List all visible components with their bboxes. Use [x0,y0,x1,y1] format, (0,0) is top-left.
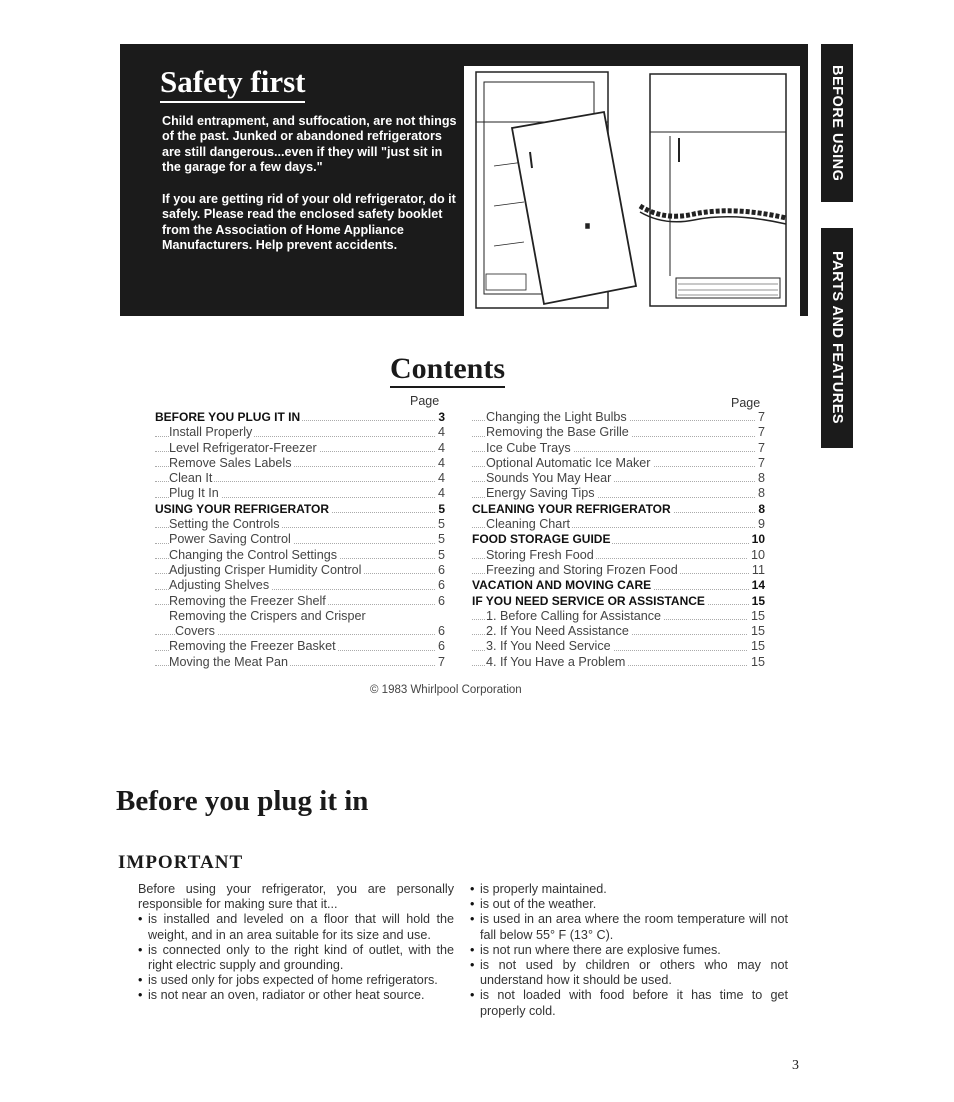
toc-entry-label: Remove Sales Labels [169,455,292,470]
toc-entry[interactable] [155,410,445,425]
toc-entry-label: Optional Automatic Ice Maker [486,455,651,470]
toc-entry-page: 6 [435,563,445,578]
toc-entry[interactable] [155,578,445,593]
toc-entry[interactable] [472,517,765,532]
toc-entry-page: 4 [435,441,445,456]
toc-entry[interactable] [472,609,765,624]
copyright-notice: © 1983 Whirlpool Corporation [370,684,522,696]
toc-entry[interactable] [472,486,765,501]
toc-entry-label: Plug It In [169,486,219,501]
toc-entry-label: Changing the Control Settings [169,547,338,562]
toc-right-column [472,410,765,670]
toc-entry-page: 7 [755,441,765,456]
toc-entry[interactable] [155,639,445,654]
toc-entry-page: 15 [748,624,765,639]
right-bullet-list [470,882,788,1019]
page-column-header-left: Page [410,394,440,408]
toc-entry-page: 4 [435,486,445,501]
intro-text: Before using your refrigerator, you are personally responsible for making sure that it... [138,882,454,912]
toc-entry-label: CLEANING YOUR REFRIGERATOR [472,501,671,516]
toc-entry-page: 7 [755,425,765,440]
toc-entry-label: Moving the Meat Pan [169,654,289,669]
page-column-header-right: Page [731,396,761,410]
toc-entry-page: 15 [748,639,765,654]
toc-entry-label: Ice Cube Trays [486,440,571,455]
toc-entry[interactable] [155,609,445,624]
toc-entry-page: 10 [748,548,765,563]
toc-entry-label: Adjusting Crisper Humidity Control [169,562,362,577]
bullet-item: • is used only for jobs expected of home refrigerators. [138,973,454,988]
page-number: 3 [792,1058,799,1073]
toc-entry-page: 8 [755,486,765,501]
toc-entry-page: 5 [435,548,445,563]
tab-parts-and-features-label: PARTS AND FEATURES [829,251,845,425]
toc-entry[interactable] [472,410,765,425]
toc-entry[interactable] [472,425,765,440]
toc-entry-label: Adjusting Shelves [169,578,270,593]
toc-entry-page: 9 [755,517,765,532]
toc-entry[interactable] [472,563,765,578]
contents-title: Contents [390,352,505,388]
toc-entry-page: 3 [435,410,445,425]
toc-entry-page: 7 [755,456,765,471]
body-left-column [138,882,454,1004]
toc-entry-label: 3. If You Need Service [486,639,611,654]
toc-entry-page: 10 [749,532,765,547]
banner-paragraph-1: Child entrapment, and suffocation, are not things of the past. Junked or abandoned refrigerators are still dangerous...even if they will "just sit in the garage for a few days." [162,114,457,175]
tab-before-using[interactable] [821,44,853,202]
toc-entry[interactable] [472,594,765,609]
banner-paragraph-2: If you are getting rid of your old refrigerator, do it safely. Please read the enclosed safety booklet from the Association of Home Appliance Manufacturers. Help prevent accidents. [162,192,456,253]
toc-entry-page: 8 [755,471,765,486]
toc-entry[interactable] [472,655,765,670]
toc-entry[interactable] [155,486,445,501]
toc-entry-label: BEFORE YOU PLUG IT IN [155,410,301,424]
toc-entry[interactable] [155,655,445,670]
toc-entry-label: USING YOUR REFRIGERATOR [155,501,330,516]
bullet-item: • is not run where there are explosive fumes. [470,943,788,958]
bullet-item: • is not used by children or others who may not understand how it should be used. [470,958,788,988]
toc-entry[interactable] [155,548,445,563]
toc-entry-label: 1. Before Calling for Assistance [486,608,662,623]
toc-entry-label: 4. If You Have a Problem [486,654,626,669]
body-right-column [470,882,788,1019]
toc-entry-label: 2. If You Need Assistance [486,624,629,639]
bullet-item: • is used in an area where the room temperature will not fall below 55° F (13° C). [470,912,788,942]
toc-entry[interactable] [155,471,445,486]
section-title: Before you plug it in [116,785,369,817]
toc-entry-label: Cleaning Chart [486,517,571,532]
important-heading: IMPORTANT [118,852,244,873]
toc-entry[interactable] [472,532,765,547]
bullet-item: • is connected only to the right kind of outlet, with the right electric supply and grounding. [138,943,454,973]
toc-entry-page: 7 [755,410,765,425]
toc-entry-page: 4 [435,456,445,471]
toc-entry[interactable] [155,502,445,517]
toc-entry-label: Changing the Light Bulbs [486,410,627,424]
toc-entry-label: Removing the Freezer Shelf [169,593,326,608]
bullet-item: • is installed and leveled on a floor that will hold the weight, and in an area suitable for its size and use. [138,912,454,942]
toc-entry-label: Install Properly [169,425,253,440]
toc-entry-page: 15 [749,594,765,609]
toc-left-column [155,410,445,670]
toc-entry-page: 15 [748,655,765,670]
toc-entry-page: 8 [755,502,765,517]
toc-entry-page: 11 [749,563,765,578]
toc-entry-label: Power Saving Control [169,532,291,547]
toc-entry-label: Sounds You May Hear [486,471,612,486]
toc-entry-label: Removing the Base Grille [486,425,629,440]
toc-entry-page: 15 [748,609,765,624]
toc-entry-label: Clean It [169,471,213,486]
toc-entry[interactable] [472,471,765,486]
toc-entry-label: Storing Fresh Food [486,547,594,562]
toc-entry[interactable] [472,502,765,517]
safety-banner [120,44,808,316]
toc-entry[interactable] [472,639,765,654]
toc-entry[interactable] [155,532,445,547]
toc-entry-page: 5 [435,532,445,547]
toc-entry-label: Removing the Crispers and Crisper [169,608,366,623]
left-bullet-list [138,912,454,1003]
toc-entry-label: Level Refrigerator-Freezer [169,440,317,455]
refrigerator-illustration [464,66,800,316]
toc-entry[interactable] [155,441,445,456]
bullet-item: • is out of the weather. [470,897,788,912]
toc-entry-page: 7 [435,655,445,670]
toc-entry-page: 6 [435,639,445,654]
toc-entry-page: 14 [749,578,765,593]
toc-entry-page: 6 [435,624,445,639]
toc-entry[interactable] [472,441,765,456]
bullet-item: • is properly maintained. [470,882,788,897]
toc-entry-label: FOOD STORAGE GUIDE [472,532,611,547]
toc-entry-label: Removing the Freezer Basket [169,639,336,654]
toc-entry-label: Freezing and Storing Frozen Food [486,562,678,577]
toc-entry-label: IF YOU NEED SERVICE OR ASSISTANCE [472,593,705,608]
toc-entry-label: Covers [175,624,215,639]
toc-entry-page: 5 [435,517,445,532]
toc-entry[interactable] [155,425,445,440]
toc-entry[interactable] [472,578,765,593]
toc-entry[interactable] [155,563,445,578]
toc-entry[interactable] [472,624,765,639]
toc-entry[interactable] [472,548,765,563]
toc-entry[interactable] [155,456,445,471]
toc-entry-label: VACATION AND MOVING CARE [472,578,652,593]
toc-entry-page: 4 [435,471,445,486]
tab-before-using-label: BEFORE USING [829,64,845,182]
tab-parts-and-features[interactable] [821,228,853,448]
toc-entry[interactable] [155,517,445,532]
toc-entry[interactable] [155,624,445,639]
banner-title: Safety first [160,64,305,103]
bullet-item: • is not loaded with food before it has time to get properly cold. [470,988,788,1018]
toc-entry-page: 6 [435,594,445,609]
toc-entry-label: Setting the Controls [169,517,280,532]
toc-entry[interactable] [155,594,445,609]
toc-entry-page: 4 [435,425,445,440]
bullet-item: • is not near an oven, radiator or other heat source. [138,988,454,1003]
toc-entry-page: 5 [435,502,445,517]
toc-entry[interactable] [472,456,765,471]
toc-entry-label: Energy Saving Tips [486,486,595,501]
toc-entry-page: 6 [435,578,445,593]
